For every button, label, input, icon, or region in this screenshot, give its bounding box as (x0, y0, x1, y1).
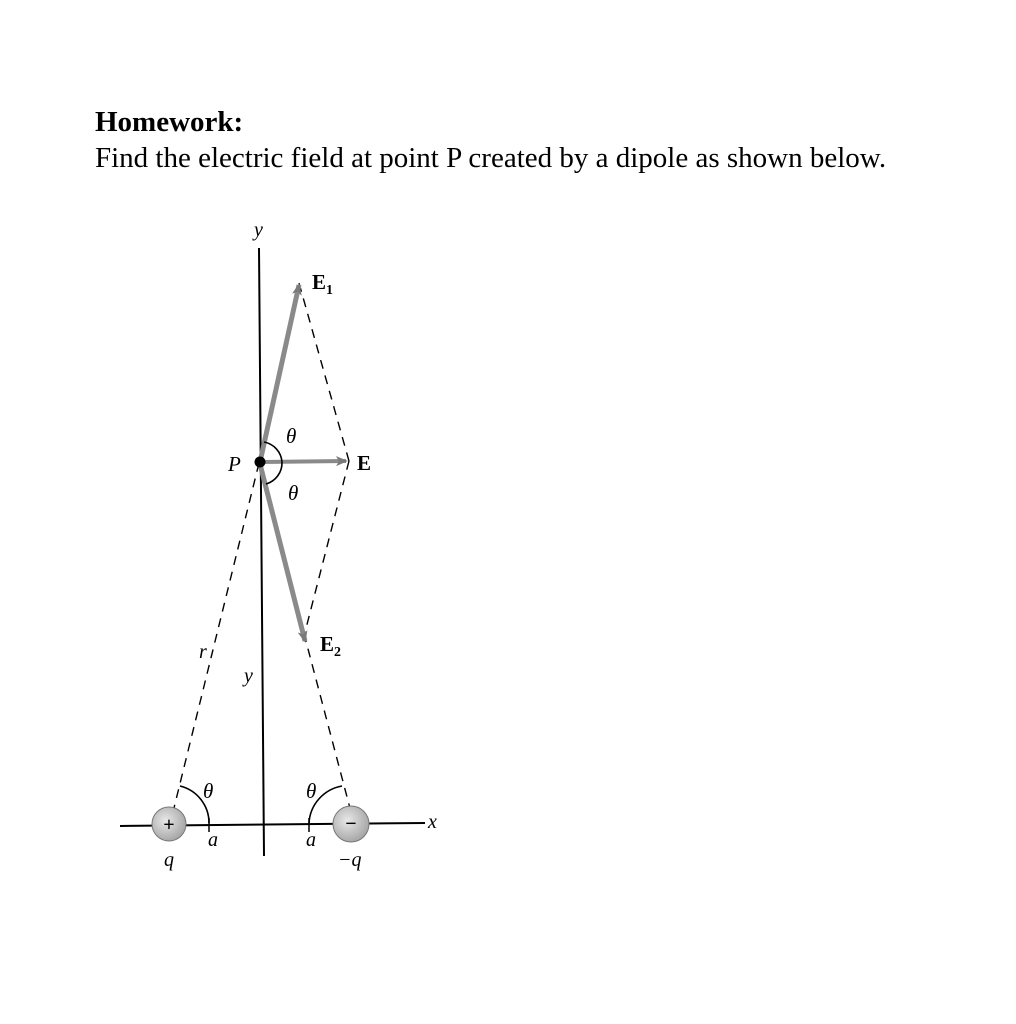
e-net-vector-arrow (262, 461, 346, 462)
a-left-label: a (208, 829, 218, 851)
theta-arc-lower (266, 462, 282, 484)
theta-arc-upper (264, 442, 282, 462)
e2-label: $E_2$ (320, 632, 342, 660)
e1-label: $E_1$ (312, 270, 334, 298)
q-plus-label: q (164, 849, 174, 871)
theta-left-charge-label: θ (203, 779, 214, 803)
homework-heading: Homework: (95, 106, 244, 138)
problem-statement: Find the electric field at point P created by a dipole as shown below. (95, 142, 887, 174)
theta-right-charge-label: θ (306, 779, 317, 803)
r-label: r (199, 641, 207, 663)
plus-sign: + (163, 814, 175, 836)
minus-sign: − (345, 813, 357, 835)
a-right-label: a (306, 829, 316, 851)
x-axis-label: x (428, 811, 437, 833)
e-net-label: E (357, 451, 372, 475)
y-axis-label: y (254, 219, 263, 241)
theta-lower-label: θ (288, 481, 299, 505)
point-p-dot (255, 457, 266, 468)
theta-upper-label: θ (286, 424, 297, 448)
q-minus-label: −q (338, 849, 362, 871)
point-p-label: P (228, 452, 241, 476)
y-axis (259, 248, 264, 856)
y-distance-label: y (244, 665, 253, 687)
